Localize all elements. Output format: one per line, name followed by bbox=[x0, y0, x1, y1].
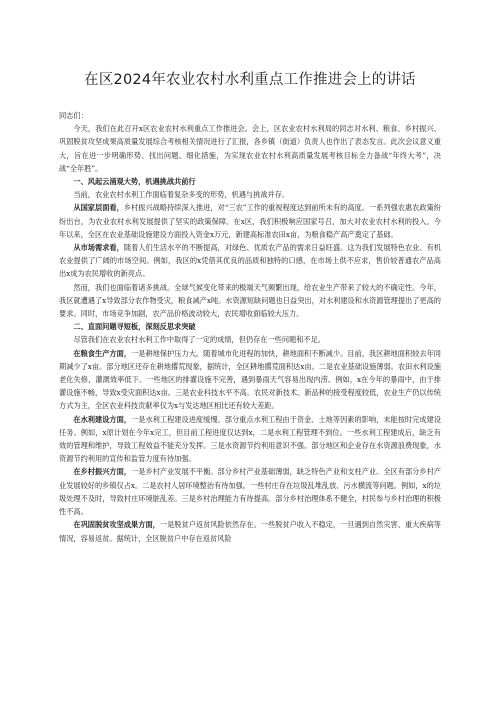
section2-paragraph-rural bbox=[59, 465, 441, 518]
document-page bbox=[59, 62, 441, 545]
paragraph-body: 一是乡村产业发展不平衡。部分乡村产业基础薄弱，缺乏特色产业和支柱产业。全区有部分乡村产业发展较好的乡镇仅占x。二是农村人居环境整治有待加强。一些村庄存在垃圾乱堆乱放、污水横流等问题。例如，x的垃圾处理不及时，导致村庄环境脏乱差。三是乡村治理能力有待提高。部分乡村治理体系不健全，村民参与乡村治理的积极性不高。 bbox=[59, 467, 441, 517]
section1-paragraph-market bbox=[59, 241, 441, 281]
paragraph-lead: 从国家层面看， bbox=[73, 203, 124, 213]
paragraph-body: 随着人们生活水平的不断提高，对绿色、优质农产品的需求日益旺盛。这为我们发展特色农业、有机农业提供了广阔的市场空间。例如，我区的x凭借其优良的品质和独特的口感，在市场上供不应求，售价较普通农产品高出x成为农民增收的新亮点。 bbox=[59, 243, 441, 279]
intro-paragraph: 今天，我们在此召开x区农业农村水利重点工作推进会。会上，区农业农村水利局的同志对水利、粮食、乡村振兴、巩固脱贫攻坚成果高质量发展综合考核相关情况进行了汇报，各乡镇（街道）负责人也作出了表态发言。此次会议意义重大，旨在进一步明确形势、找出问题、细化措施，为实现农业农村水利高质量发展考核目标全力备战“年终大考”，决战“全年胜”。 bbox=[59, 124, 441, 173]
paragraph-body: 乡村振兴战略持续深入推进，对“三农”工作的重视程度达到前所未有的高度。一系列强农惠农政策纷纷出台，为农业农村水利发展提供了坚实的政策保障。在x区，我们积极响应国家号召，加大对农业农村水利的投入。今年以来，全区在农业基础设施建设方面投入资金x万元，新建高标准农田x亩，为粮食稳产高产奠定了基础。 bbox=[59, 203, 441, 239]
paragraph-body: 一是脱贫户返贫风险依然存在。一些脱贫户收入不稳定，一旦遇到自然灾害、重大疾病等情况，容易返贫。据统计，全区脱贫户中存在返贫风险 bbox=[59, 520, 441, 543]
paragraph-lead: 从市场需求看， bbox=[73, 243, 124, 253]
section2-paragraph-water bbox=[59, 413, 441, 466]
section1-paragraph-challenges: 然而，我们也面临着诸多挑战。全球气候变化带来的极端天气频繁出现，给农业生产带来了较大的不确定性。今年，我区就遭遇了x导致部分农作物受灾，粮食减产x吨。水资源短缺问题也日益突出，对水利建设和水资源管理提出了更高的要求。同时，市场竞争加剧，农产品价格波动较大，农民增收面临较大压力。 bbox=[59, 282, 441, 319]
section-heading-2: 二、直面问题寻短板，深刻反思求突破 bbox=[73, 322, 196, 332]
section1-intro-paragraph: 当前，农业农村水利工作面临着复杂多变的形势，机遇与挑战并存。 bbox=[73, 190, 290, 200]
section-heading-1: 一、风起云涌观大势，机遇挑战共前行 bbox=[73, 177, 196, 187]
salutation: 同志们： bbox=[59, 111, 88, 120]
section2-paragraph-grain bbox=[59, 347, 441, 413]
paragraph-lead: 在水利建设方面， bbox=[73, 414, 132, 424]
paragraph-body: 一是耕地保护压力大。随着城市化进程的加快，耕地面积不断减少。目前，我区耕地面积较去年同期减少了x亩。部分地区还存在耕地撂荒现象，据统计，全区耕地撂荒面积达x亩。二是农业基础设施薄弱。农田水利设施老化失修，灌溉效率低下。一些地区的排灌设施不完善，遇到暴雨天气容易出现内涝。例如，x在今年的暴雨中，由于排灌设施不畅，导致x受灾面积达x亩。三是农业科技水平不高。农民对新技术、新品种的接受程度较低，农业生产仍以传统方式为主，全区农业科技贡献率仅为x与发达地区相比还有较大差距。 bbox=[59, 348, 441, 411]
section2-intro-paragraph: 尽管我们在农业农村水利工作中取得了一定的成绩，但仍存在一些问题和不足。 bbox=[73, 335, 325, 345]
paragraph-lead: 在粮食生产方面， bbox=[73, 348, 132, 358]
section1-paragraph-national bbox=[59, 201, 441, 241]
page-title: 在区2024年农业农村水利重点工作推进会上的讲话 bbox=[84, 72, 416, 88]
paragraph-lead: 在乡村振兴方面， bbox=[73, 467, 132, 477]
paragraph-lead: 在巩固脱贫攻坚成果方面， bbox=[73, 520, 160, 530]
paragraph-body: 一是水利工程建设进度缓慢。部分重点水利工程由于资金、土地等因素的影响，未能按时完成建设任务。例如，x原计划在今年x完工，但目前工程进度仅达到x，二是水利工程管理不到位。一些水利工程建成后，缺乏有效的管理和维护，导致工程效益不能充分发挥。三是水资源节约利用意识不强。部分地区和企业存在水资源浪费现象，水资源节约利用的宣传和监管力度有待加强。 bbox=[59, 414, 441, 464]
section2-paragraph-poverty bbox=[59, 518, 441, 544]
